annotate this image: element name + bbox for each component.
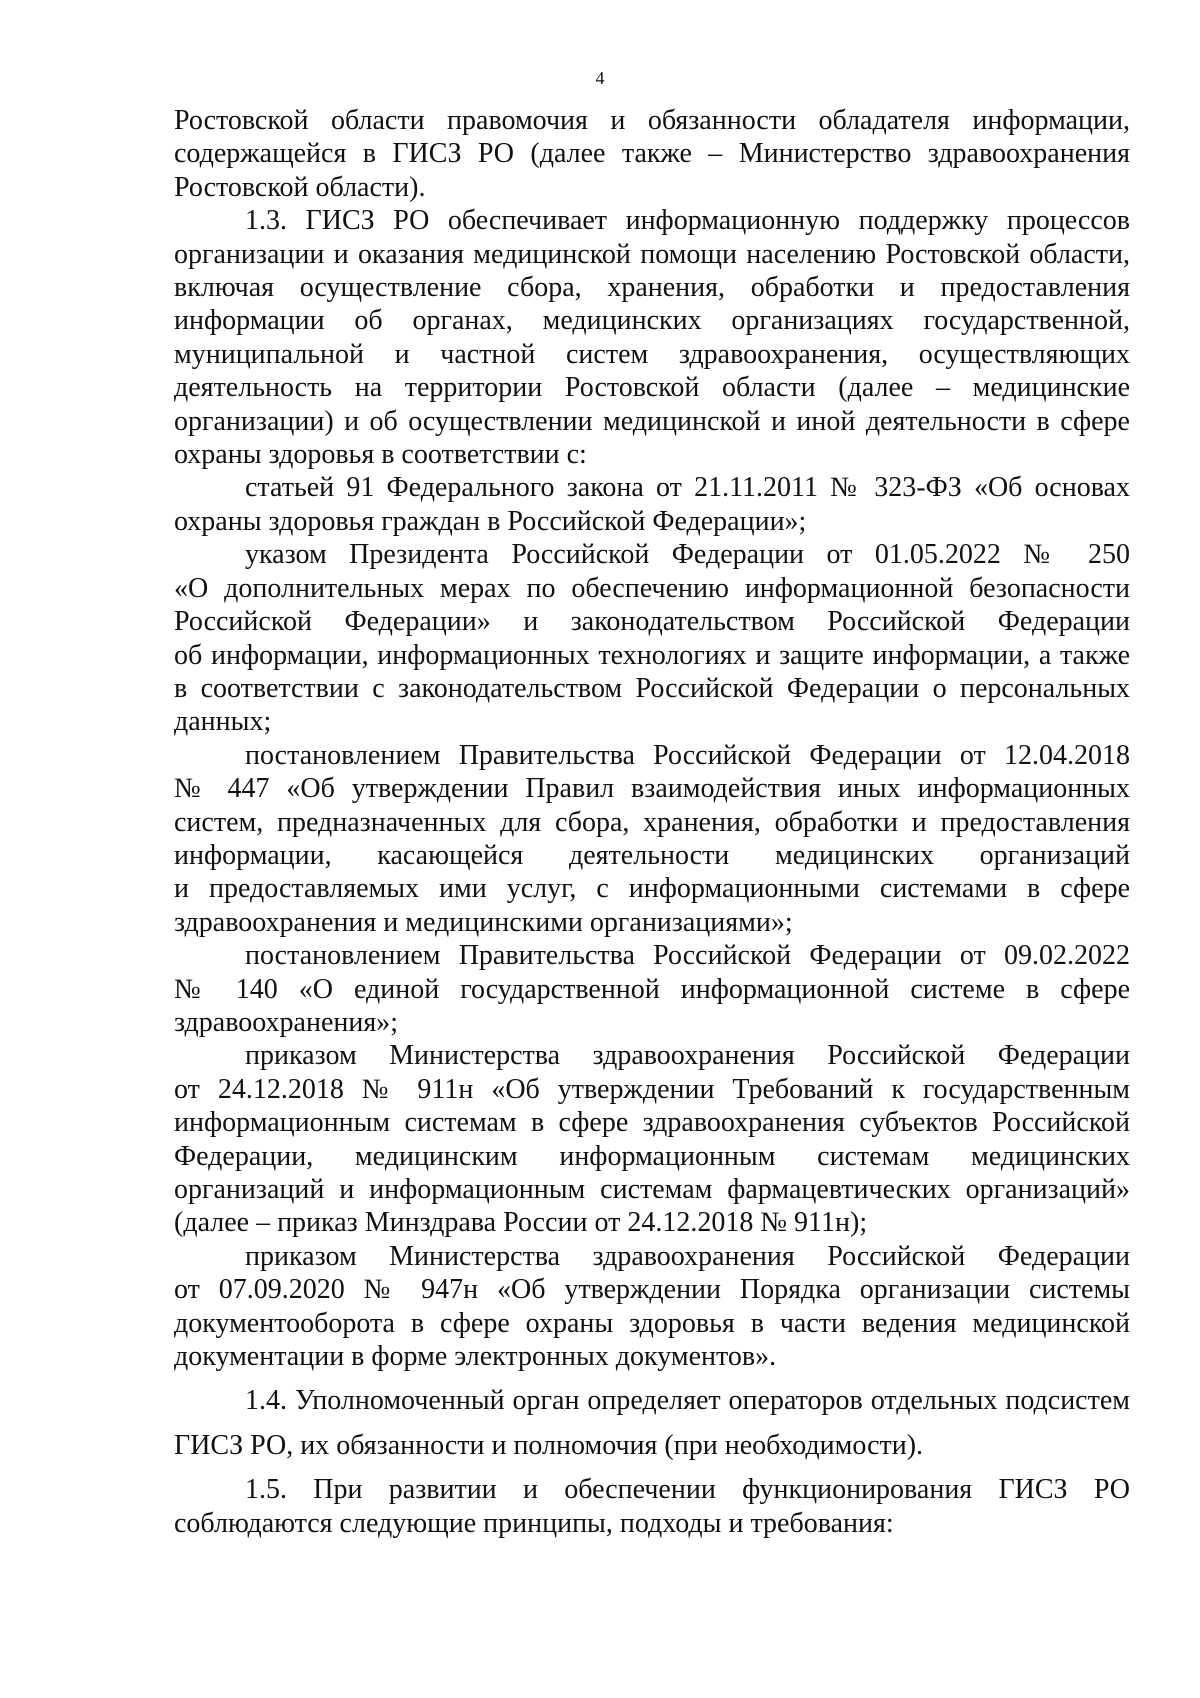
text-line: муниципальной и частной систем здравоохранения, осуществляющих (174, 338, 1130, 370)
paragraph-gap (174, 1462, 1130, 1473)
text-line: указом Президента Российской Федерации от 01.05.2022 № 250 (245, 539, 1130, 571)
text-line: Ростовской области). (174, 171, 426, 203)
text-line: от 07.09.2020 № 947н «Об утверждении Порядка организации системы (174, 1274, 1130, 1306)
document-body (174, 104, 1130, 1540)
text-line: 1.3. ГИСЗ РО обеспечивает информационную поддержку процессов (245, 205, 1130, 237)
text-line: данных; (174, 706, 272, 738)
paragraph-gap (174, 1373, 1130, 1384)
text-line: информации, касающейся деятельности медицинских организаций (174, 839, 1130, 871)
text-line: Федерации, медицинским информационным системам медицинских (174, 1140, 1130, 1172)
text-line: Ростовской области правомочия и обязанности обладателя информации, (174, 105, 1130, 136)
text-line: документации в форме электронных документов». (174, 1341, 777, 1373)
text-line: 1.5. При развитии и обеспечении функционирования ГИСЗ РО (245, 1474, 1130, 1506)
text-line: ГИСЗ РО, их обязанности и полномочия (при необходимости). (174, 1429, 924, 1461)
page-number: 4 (595, 68, 605, 88)
text-line: здравоохранения»; (174, 1006, 399, 1038)
paragraph-gap (174, 1418, 1130, 1429)
text-line: включая осуществление сбора, хранения, обработки и предоставления (174, 272, 1130, 304)
text-line: охраны здоровья в соответствии с: (174, 439, 587, 471)
text-line: содержащейся в ГИСЗ РО (далее также – Министерство здравоохранения (174, 138, 1130, 170)
text-line: информационным системам в сфере здравоохранения субъектов Российской (174, 1107, 1130, 1139)
text-line: информации об органах, медицинских организациях государственной, (174, 305, 1130, 337)
text-line: здравоохранения и медицинскими организациями»; (174, 906, 793, 938)
text-line: 1.4. Уполномоченный орган определяет операторов отдельных подсистем (245, 1385, 1130, 1417)
text-line: приказом Министерства здравоохранения Российской Федерации (245, 1040, 1130, 1072)
text-line: приказом Министерства здравоохранения Российской Федерации (245, 1240, 1130, 1272)
text-line: систем, предназначенных для сбора, хранения, обработки и предоставления (174, 806, 1130, 838)
text-line: постановлением Правительства Российской Федерации от 09.02.2022 (245, 940, 1130, 972)
text-line: организации и оказания медицинской помощи населению Ростовской области, (174, 238, 1130, 270)
text-line: документооборота в сфере охраны здоровья в части ведения медицинской (174, 1307, 1130, 1339)
text-line: соблюдаются следующие принципы, подходы и требования: (174, 1507, 894, 1539)
text-line: деятельность на территории Ростовской области (далее – медицинские (174, 372, 1130, 404)
text-line: статьей 91 Федерального закона от 21.11.2011 № 323-ФЗ «Об основах (245, 472, 1130, 504)
text-line: (далее – приказ Минздрава России от 24.12.2018 № 911н); (174, 1207, 868, 1239)
text-line: № 447 «Об утверждении Правил взаимодействия иных информационных (174, 773, 1130, 805)
text-line: организации) и об осуществлении медицинской и иной деятельности в сфере (174, 405, 1130, 437)
text-line: и предоставляемых ими услуг, с информационными системами в сфере (174, 873, 1130, 905)
text-line: «О дополнительных мерах по обеспечению информационной безопасности (174, 572, 1130, 604)
text-line: организаций и информационным системам фармацевтических организаций» (174, 1174, 1130, 1205)
text-line: № 140 «О единой государственной информационной системе в сфере (174, 973, 1130, 1005)
text-line: в соответствии с законодательством Российской Федерации о персональных (174, 672, 1130, 704)
text-line: постановлением Правительства Российской Федерации от 12.04.2018 (245, 739, 1130, 771)
text-line: от 24.12.2018 № 911н «Об утверждении Требований к государственным (174, 1073, 1130, 1105)
text-line: об информации, информационных технологиях и защите информации, а также (174, 639, 1130, 671)
text-line: охраны здоровья граждан в Российской Федерации»; (174, 505, 807, 537)
text-line: Российской Федерации» и законодательством Российской Федерации (174, 606, 1130, 638)
